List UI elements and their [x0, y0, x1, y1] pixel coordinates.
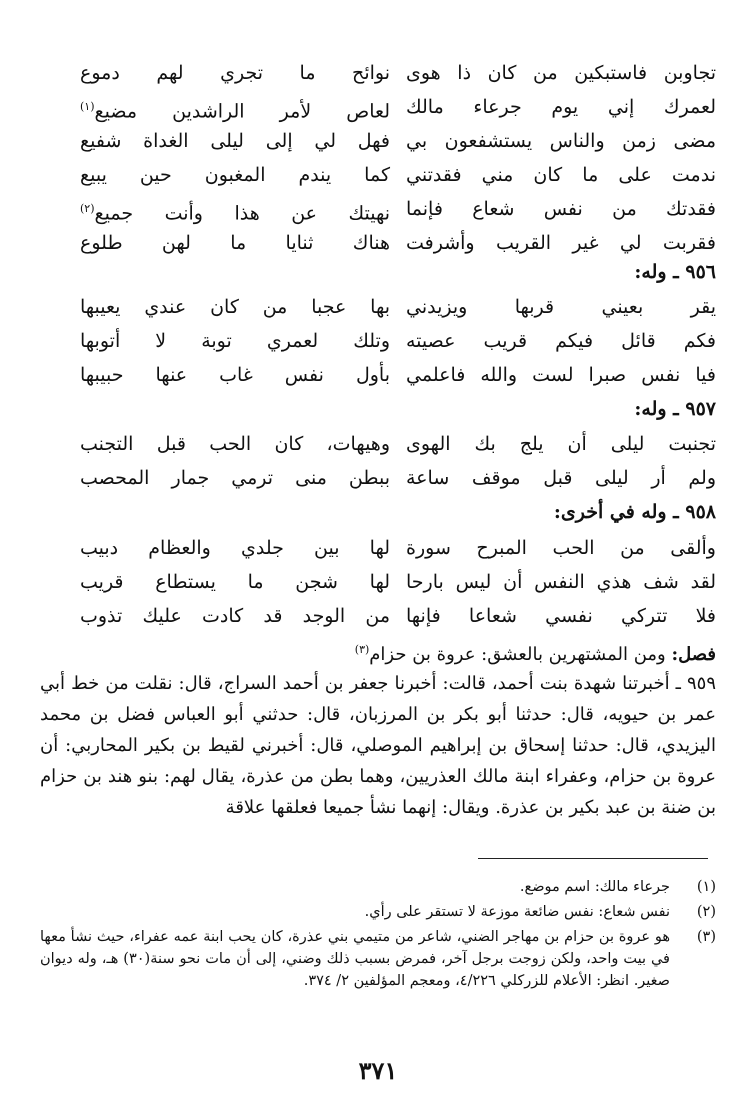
footnote — [40, 901, 716, 923]
verse-line — [80, 533, 716, 567]
footnote-reference[interactable]: (٣) — [354, 643, 370, 656]
footnote-number: (٣) — [696, 929, 716, 945]
verse-first-hemistich: لقد شف هذي النفس أن ليس بارحا — [406, 571, 716, 593]
verse-first-hemistich: ولم أر ليلى قبل موقف ساعة — [406, 467, 716, 489]
section-label: فصل: — [671, 644, 716, 665]
verse-second-hemistich: وتلك لعمري توبة لا أتوبها — [80, 330, 390, 352]
verse-second-hemistich — [80, 194, 390, 228]
verse-line — [80, 160, 716, 194]
verse-line — [80, 194, 716, 228]
verse-first-hemistich: فقدتك من نفس شعاع فإنما — [406, 198, 716, 220]
verse-second-hemistich: وهيهات، كان الحب قبل التجنب — [80, 433, 390, 455]
footnote — [40, 926, 716, 992]
poem-block-958 — [80, 533, 716, 635]
verse-second-hemistich — [80, 92, 390, 126]
verse-first-hemistich: فقربت لي غير القريب وأشرفت — [406, 232, 716, 254]
verse-text: لعاص لأمر الراشدين مضيع — [94, 100, 390, 123]
poem-block-956 — [80, 292, 716, 394]
verse-second-hemistich: بها عجبا من كان عندي يعيبها — [80, 296, 390, 318]
page-number: ٣٧١ — [358, 1056, 398, 1085]
entry-heading-956: ٩٥٦ ـ وله: — [634, 261, 716, 283]
entry-heading-958: ٩٥٨ ـ وله في أخرى: — [553, 501, 716, 523]
verse-first-hemistich: فيا نفس صبرا لست والله فاعلمي — [406, 364, 716, 386]
verse-first-hemistich: لعمرك إني يوم جرعاء مالك — [406, 96, 716, 118]
footnote-text: نفس شعاع: نفس ضائعة موزعة لا تستقر على رأي. — [364, 904, 670, 920]
verse-second-hemistich: فهل لي إلى ليلى الغداة شفيع — [80, 130, 390, 152]
verse-first-hemistich: تجنبت ليلى أن يلج بك الهوى — [406, 433, 716, 455]
footnote — [40, 876, 716, 898]
verse-second-hemistich: لها شجن ما يستطاع قريب — [80, 571, 390, 593]
verse-first-hemistich: فلا تتركي نفسي شعاعا فإنها — [406, 605, 716, 627]
footnote-text: جرعاء مالك: اسم موضع. — [519, 879, 670, 895]
footnote-divider — [478, 858, 708, 859]
verse-second-hemistich: نوائح ما تجري لهم دموع — [80, 62, 390, 84]
verse-second-hemistich: بأول نفس غاب عنها حبيبها — [80, 364, 390, 386]
verse-line — [80, 292, 716, 326]
verse-line — [80, 126, 716, 160]
footnote-reference[interactable]: (١) — [80, 100, 95, 113]
verse-second-hemistich: كما يندم المغبون حين يبيع — [80, 164, 390, 186]
verse-first-hemistich: يقر بعيني قربها ويزيدني — [406, 296, 716, 318]
verse-second-hemistich: لها بين جلدي والعظام دبيب — [80, 537, 390, 559]
verse-line — [80, 58, 716, 92]
verse-second-hemistich: ببطن منى ترمي جمار المحصب — [80, 467, 390, 489]
verse-text: نهيتك عن هذا وأنت جميع — [94, 202, 390, 225]
entry-heading-957: ٩٥٧ ـ وله: — [634, 398, 716, 420]
verse-line — [80, 567, 716, 601]
verse-second-hemistich: من الوجد قد كادت عليك تذوب — [80, 605, 390, 627]
verse-line — [80, 92, 716, 126]
verse-first-hemistich: وألقى من الحب المبرح سورة — [406, 537, 716, 559]
verse-second-hemistich: هناك ثنايا ما لهن طلوع — [80, 232, 390, 254]
verse-line — [80, 429, 716, 463]
section-text: ومن المشتهرين بالعشق: عروة بن حزام — [369, 644, 666, 665]
verse-first-hemistich: فكم قائل فيكم قريب عصيته — [406, 330, 716, 352]
verse-line — [80, 326, 716, 360]
footnote-number: (٢) — [696, 904, 716, 920]
footnote-reference[interactable]: (٢) — [80, 202, 95, 215]
poem-block-957 — [80, 429, 716, 497]
footnote-number: (١) — [696, 879, 716, 895]
paragraph-959: ٩٥٩ ـ أخبرتنا شهدة بنت أحمد، قالت: أخبرنا جعفر بن أحمد السراج، قال: نقلت من خط أبي عمر بن حيويه، قال: حدثنا أبو بكر بن المرزبان، قال: حدثني أبو العباس فضل بن محمد اليزيدي، قال: حدثنا إسحاق بن إبراهيم الموصلي، قال: أخبرني لقيط بن بكير المحاربي: أن عروة بن حزام، وعفراء ابنة مالك العذريين، وهما بطن من عذرة، يقال لهم: بنو هند بن حزام بن ضنة بن عبد بكير بن عذرة. ويقال: إنهما نشأ جميعا فعلقها علاقة — [40, 673, 716, 818]
verse-line — [80, 360, 716, 394]
footnotes — [40, 876, 716, 995]
poem-block-a — [80, 58, 716, 262]
verse-line — [80, 601, 716, 635]
verse-first-hemistich: ندمت على ما كان مني فقدتني — [406, 164, 716, 186]
verse-line — [80, 463, 716, 497]
verse-first-hemistich: تجاوبن فاستبكين من كان ذا هوى — [406, 62, 716, 84]
verse-first-hemistich: مضى زمن والناس يستشفعون بي — [406, 130, 716, 152]
section-heading — [40, 634, 716, 670]
footnote-text: هو عروة بن حزام بن مهاجر الضني، شاعر من متيمي بني عذرة، كان يحب ابنة عمه عفراء، حيث نشأ معها في بيت واحد، ولكن زوجت برجل آخر، فمرض بسبب ذلك وضني، إلى أن مات نحو سنة(٣٠) هـ، وله ديوان صغير. انظر: الأعلام للزركلي ٤/٢٢٦، ومعجم المؤلفين ٢/ ٣٧٤. — [40, 929, 670, 989]
